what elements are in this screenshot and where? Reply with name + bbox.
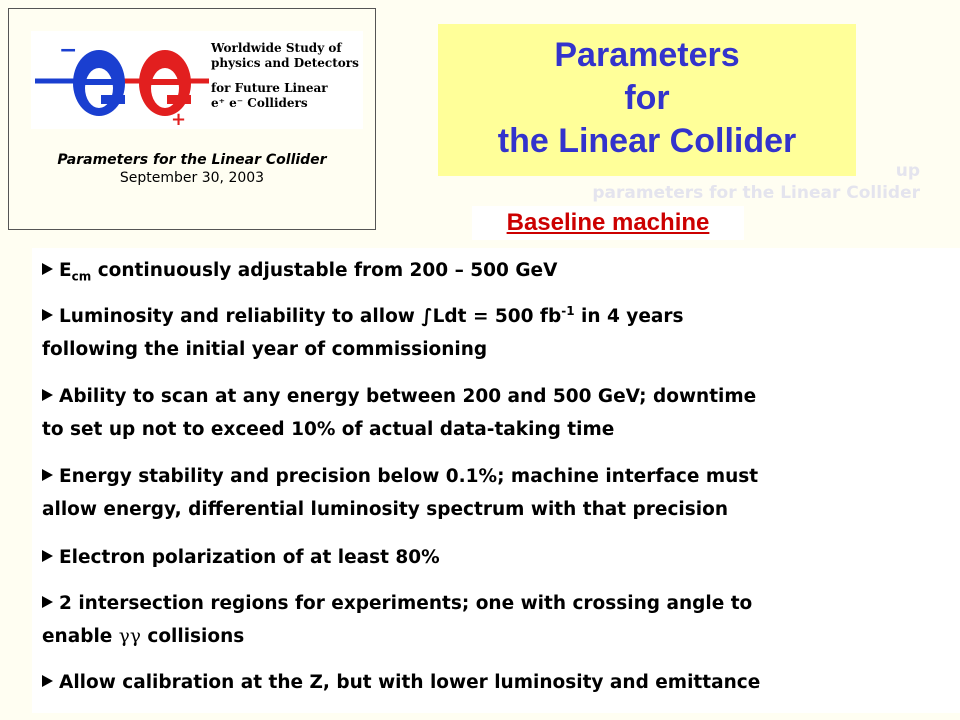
slide-title-box <box>438 24 856 176</box>
logo-panel <box>8 8 376 230</box>
arrow-bullet-icon <box>42 309 53 321</box>
bullet-item-calibration: Allow calibration at the Z, but with lower luminosity and emittance <box>42 666 954 699</box>
bullet-item-intersection: 2 intersection regions for experiments; one with crossing angle to enable γγ collisions <box>42 593 753 647</box>
caption-title: Parameters for the Linear Collider <box>57 152 327 168</box>
bullet-item-scan: Ability to scan at any energy between 200 and 500 GeV; downtime to set up not to exceed 10% of actual data-taking time <box>42 386 757 440</box>
title-line-2: for <box>624 79 670 117</box>
section-heading: Baseline machine <box>472 206 744 240</box>
title-line-3: the Linear Collider <box>497 122 797 160</box>
logo-line-3: for Future Linear <box>211 81 328 95</box>
ghost-line-1: up <box>895 161 920 181</box>
caption-date: September 30, 2003 <box>119 170 265 186</box>
arrow-bullet-icon <box>42 550 53 562</box>
ecfa-logo <box>31 31 363 129</box>
content-panel <box>32 248 960 713</box>
bullet-item-energy: $E_{cm}$ continuously adjustable from 200 – 500 GeV <box>42 254 954 287</box>
arrow-bullet-icon <box>42 675 53 687</box>
arrow-bullet-icon <box>42 263 53 275</box>
arrow-bullet-icon <box>42 596 53 608</box>
bullet-item-stability: Energy stability and precision below 0.1%; machine interface must allow energy, differential luminosity spectrum with that precision <box>42 466 759 520</box>
arrow-bullet-icon <box>42 469 53 481</box>
e-plus-e-minus-logo-icon <box>31 31 211 129</box>
minus-sign: − <box>59 38 78 63</box>
bullet-item-luminosity: Luminosity and reliability to allow ∫Ldt = 500 $fb^{-1}$ in 4 years following the initial year of commissioning <box>42 303 684 360</box>
logo-line-4: e⁺ e⁻ Colliders <box>211 96 308 110</box>
plus-sign: + <box>171 109 187 129</box>
logo-line-2: physics and Detectors <box>211 56 359 70</box>
logo-line-1: Worldwide Study of <box>211 41 342 55</box>
ghost-line-2: parameters for the Linear Collider <box>592 183 920 203</box>
logo-wordmark <box>211 41 361 111</box>
logo-caption <box>9 151 375 187</box>
bullet-item-polarization: Electron polarization of at least 80% <box>42 541 954 574</box>
arrow-bullet-icon <box>42 389 53 401</box>
title-line-1: Parameters <box>554 36 740 74</box>
slide-title <box>438 34 856 163</box>
